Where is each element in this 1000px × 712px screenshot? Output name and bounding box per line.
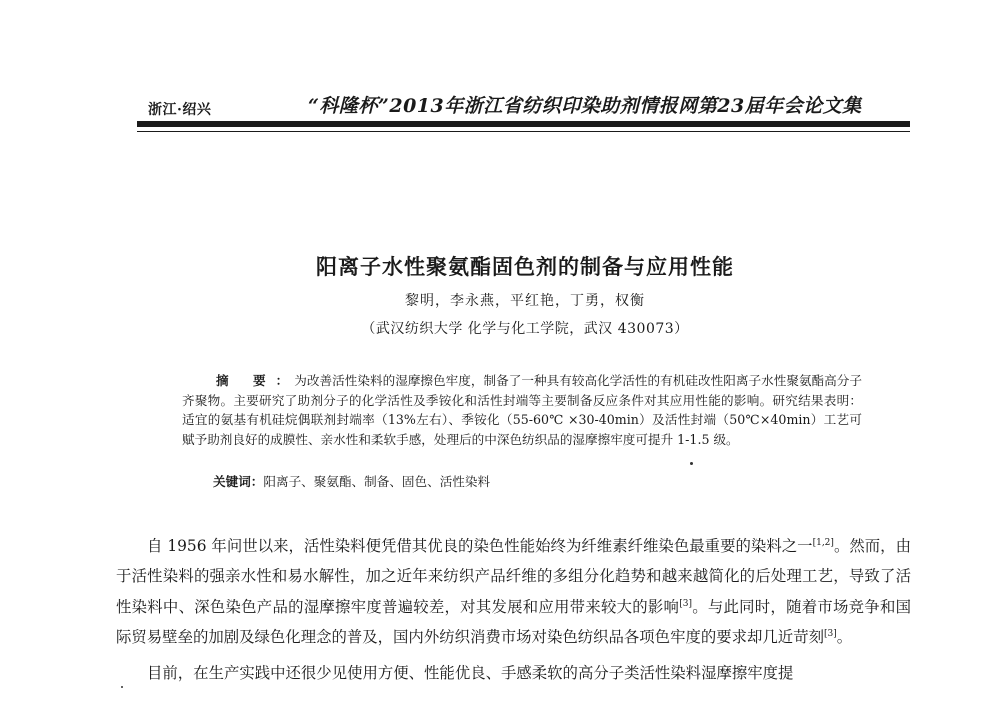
running-header-location: 浙江·绍兴 bbox=[148, 102, 212, 118]
paragraph-2: 目前，在生产实践中还很少见使用方便、性能优良、手感柔软的高分子类活性染料湿摩擦牢度提 bbox=[147, 663, 794, 682]
abstract-text: 为改善活性染料的湿摩擦色牢度，制备了一种具有较高化学活性的有机硅改性阳离子水性聚氨酯高分子齐聚物。主要研究了助剂分子的化学活性及季铵化和活性封端等主要制备反应条件对其应用性能的影响。研究结果表明：适宜的氨基有机硅烷偶联剂封端率（13%左右）、季铵化（55-60℃ ×30-40min）及活性封端（50℃×40min）工艺可赋予助剂良好的成膜性、亲水性和柔软手感，处理后的中深色纺织品的湿摩擦牢度可提升 1-1.5 级。 bbox=[182, 373, 863, 447]
keywords-text: 阳离子、聚氨酯、制备、固色、活性染料 bbox=[263, 474, 491, 489]
citation: [3] bbox=[823, 629, 837, 640]
abstract-label: 摘 要： bbox=[216, 373, 299, 388]
article-affiliation: （武汉纺织大学 化学与化工学院，武汉 430073） bbox=[361, 321, 689, 337]
scan-speck bbox=[121, 686, 123, 688]
scan-speck bbox=[690, 462, 693, 465]
article-title: 阳离子水性聚氨酯固色剂的制备与应用性能 bbox=[316, 255, 734, 279]
citation: [3] bbox=[679, 598, 692, 609]
article-authors: 黎明，李永燕，平红艳，丁勇，权衡 bbox=[405, 293, 645, 309]
keywords-block bbox=[213, 471, 853, 490]
body-text bbox=[116, 531, 911, 688]
header-rule-thin bbox=[137, 131, 910, 132]
running-header-proceedings-title: “科隆杯”2013年浙江省纺织印染助剂情报网第23届年会论文集 bbox=[308, 95, 862, 117]
abstract-block bbox=[182, 371, 862, 449]
paragraph-1: 自 1956 年问世以来，活性染料便凭借其优良的染色性能始终为纤维素纤维染色最重要的染料之一[1,2]。然而，由于活性染料的强亲水性和易水解性，加之近年来纺织产品纤维的多组分化趋势和越来越简化的后处理工艺，导致了活性染料中、深色染色产品的湿摩擦牢度普遍较差，对其发展和应用带来较大的影响[3]。与此同时，随着市场竞争和国际贸易壁垒的加剧及绿色化理念的普及，国内外纺织消费市场对染色纺织品各项色牢度的要求却几近苛刻[3]。 bbox=[116, 537, 911, 647]
citation: [1,2] bbox=[812, 538, 834, 548]
header-rule-thick bbox=[137, 121, 910, 127]
keywords-label: 关键词： bbox=[213, 474, 264, 489]
